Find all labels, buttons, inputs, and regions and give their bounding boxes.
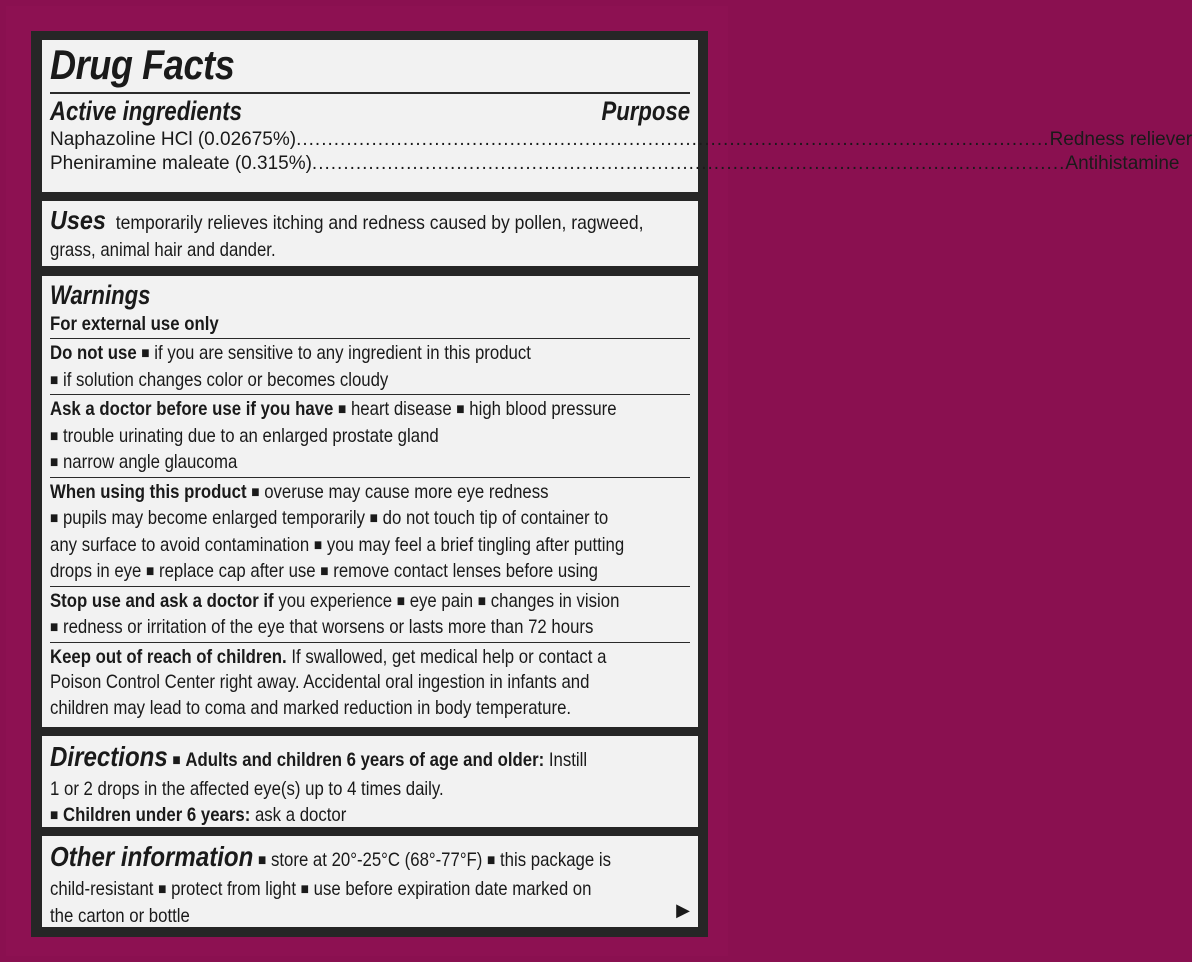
- uses-heading: Uses: [50, 205, 106, 235]
- directions-text: 1 or 2 drops in the affected eye(s) up to 4 times daily.: [50, 778, 444, 800]
- bullet-icon: ■: [313, 536, 323, 554]
- uses-text: grass, animal hair and dander.: [50, 239, 276, 261]
- warning-item: narrow angle glaucoma: [62, 451, 238, 473]
- continue-arrow-icon: ▶: [676, 900, 690, 920]
- bullet-icon: ■: [141, 345, 150, 362]
- when-using-section: [50, 478, 690, 586]
- bullet-icon: ■: [146, 563, 155, 580]
- drug-facts-title: Drug Facts: [50, 41, 235, 88]
- purpose-heading: Purpose: [601, 95, 690, 126]
- warning-item: children may lead to coma and marked reduction in body temperature.: [50, 696, 572, 719]
- directions-heading: Directions: [50, 741, 168, 772]
- ask-doctor-label: Ask a doctor before use if you have: [50, 398, 334, 420]
- ask-doctor-section: [50, 395, 690, 477]
- warning-item: drops in eye: [50, 560, 142, 582]
- bullet-icon: ■: [396, 592, 406, 610]
- children-label: Children under 6 years:: [62, 803, 251, 826]
- directions-text: Instill: [548, 749, 588, 771]
- stop-use-section: [50, 587, 690, 642]
- bullet-icon: ■: [320, 563, 329, 580]
- bullet-icon: ■: [456, 401, 465, 418]
- do-not-use-section: [50, 339, 690, 394]
- leader-dots: ........................................................................................................................: [311, 153, 1066, 174]
- ingredient-purpose: Redness reliever: [1049, 129, 1192, 150]
- uses-text: temporarily relieves itching and redness caused by pollen, ragweed,: [115, 212, 644, 234]
- ingredient-name: Pheniramine maleate (0.315%): [50, 153, 312, 174]
- directions-text: ask a doctor: [254, 803, 347, 826]
- warning-item: replace cap after use: [159, 560, 316, 582]
- other-item: use before expiration date marked on: [313, 878, 592, 900]
- warnings-box: [42, 276, 698, 727]
- bullet-icon: ■: [50, 619, 59, 636]
- warning-item: if solution changes color or becomes cloudy: [62, 368, 389, 391]
- bullet-icon: ■: [50, 454, 59, 471]
- warning-item: remove contact lenses before using: [333, 560, 599, 582]
- adults-label: Adults and children 6 years of age and older:: [185, 749, 545, 771]
- other-item: this package is: [500, 849, 611, 871]
- warning-item: if you are sensitive to any ingredient in this product: [154, 342, 531, 364]
- bullet-icon: ■: [258, 852, 267, 869]
- warning-item: any surface to avoid contamination: [50, 533, 310, 556]
- bullet-icon: ■: [50, 427, 59, 445]
- when-using-label: When using this product: [50, 480, 247, 503]
- keep-out-label: Keep out of reach of children.: [50, 645, 287, 668]
- warning-item: If swallowed, get medical help or contact a: [291, 645, 607, 668]
- warnings-heading: Warnings: [50, 280, 151, 310]
- keep-out-section: [50, 643, 690, 722]
- bullet-icon: ■: [158, 881, 167, 898]
- leader-dots: ........................................................................................................................: [296, 129, 1050, 150]
- uses-box: [42, 201, 698, 266]
- warning-item: you may feel a brief tingling after putting: [326, 533, 625, 556]
- active-ingredients-heading: Active ingredients: [50, 95, 242, 126]
- bullet-icon: ■: [487, 852, 496, 869]
- ingredient-purpose: Antihistamine: [1065, 153, 1180, 174]
- other-item: protect from light: [171, 878, 297, 900]
- other-item: store at 20°-25°C (68°-77°F): [270, 849, 483, 871]
- bullet-icon: ■: [50, 510, 59, 527]
- active-header: [50, 94, 690, 128]
- other-information-box: [42, 836, 698, 927]
- ingredient-row: [50, 128, 1192, 152]
- bullet-icon: ■: [300, 881, 309, 898]
- active-ingredients-box: [42, 40, 1192, 192]
- external-use-label: For external use only: [50, 313, 219, 335]
- bullet-icon: ■: [251, 483, 260, 501]
- bullet-icon: ■: [50, 806, 59, 824]
- warning-item: high blood pressure: [469, 398, 617, 420]
- bullet-icon: ■: [50, 371, 59, 389]
- warning-item: eye pain: [409, 589, 474, 612]
- warning-item: do not touch tip of container to: [382, 507, 609, 529]
- warning-item: changes in vision: [490, 589, 620, 612]
- warning-item: pupils may become enlarged temporarily: [62, 507, 365, 529]
- directions-box: [42, 736, 698, 827]
- do-not-use-label: Do not use: [50, 342, 137, 364]
- ingredient-row: [50, 152, 1180, 176]
- bullet-icon: ■: [369, 510, 378, 527]
- warning-item: redness or irritation of the eye that worsens or lasts more than 72 hours: [62, 616, 594, 638]
- bullet-icon: ■: [477, 592, 487, 610]
- warning-item: Poison Control Center right away. Accidental oral ingestion in infants and: [50, 671, 590, 693]
- bullet-icon: ■: [172, 752, 181, 769]
- warning-item: overuse may cause more eye redness: [264, 480, 549, 503]
- warning-item: trouble urinating due to an enlarged prostate gland: [62, 424, 439, 447]
- other-information-heading: Other information: [50, 841, 254, 872]
- other-item: child-resistant: [50, 878, 154, 900]
- ingredient-name: Naphazoline HCl (0.02675%): [50, 129, 297, 150]
- warning-item: heart disease: [350, 398, 452, 420]
- stop-use-label: Stop use and ask a doctor if: [50, 589, 274, 612]
- warning-item: you experience: [278, 589, 393, 612]
- bullet-icon: ■: [337, 401, 347, 418]
- other-item: the carton or bottle: [50, 904, 190, 927]
